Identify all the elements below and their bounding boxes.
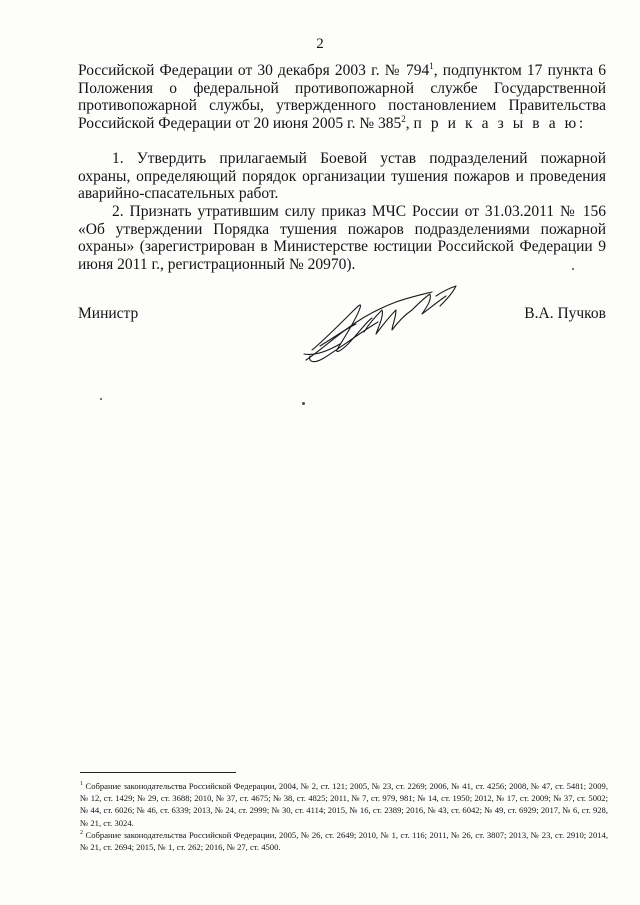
footnote-ref-1: 1 [429,60,434,71]
order-word: п р и к а з ы в а ю: [413,114,586,132]
intro-paragraph [78,62,606,132]
order-item-2: 2. Признать утратившим силу приказ МЧС России от 31.03.2011 № 156 «Об утверждении Порядка тушения пожаров подразделениями пожарной охраны» (зарегистрирован в Министерстве юстиции Российской Федерации 9 июня 2011 г., регистрационный № 20970). [78,203,606,273]
scan-speck [572,268,574,270]
page-number: 2 [316,36,324,52]
footnote-1 [80,780,608,829]
footnote-ref-2: 2 [401,113,406,124]
footnote-2 [80,829,608,853]
scan-speck [302,402,305,405]
footnote-2-text: Собрание законодательства Российской Федерации, 2005, № 26, ст. 2649; 2010, № 1, ст. 116; 2011, № 26, ст. 3807; 2013, № 23, ст. 2910; 2014, № 21, ст. 2694; 2015, № 1, ст. 262; 2016, № 27, ст. 4500. [80,829,608,853]
handwritten-signature [300,272,470,372]
footnote-marker-1: 1 [80,781,83,788]
scan-speck [100,398,102,400]
order-item-1: 1. Утвердить прилагаемый Боевой устав подразделений пожарной охраны, определяющий порядок организации тушения пожаров и проведения аварийно-спасательных работ. [78,150,606,203]
intro-text-c: , [405,114,414,132]
footnotes [80,780,608,853]
footnote-1-text: Собрание законодательства Российской Федерации, 2004, № 2, ст. 121; 2005, № 23, ст. 2269; 2006, № 41, ст. 4256; 2008, № 47, ст. 5481; 2009, № 12, ст. 1429; № 29, ст. 3688; 2010, № 37, ст. 4675; № 38, ст. 4825; 2011, № 7, ст. 979, 981; № 14, ст. 1950; 2012, № 17, ст. 2009; № 37, ст. 5002; № 44, ст. 6026; № 46, ст. 6339; 2013, № 24, ст. 2999; № 30, ст. 4114; 2015, № 16, ст. 2389; 2016, № 43, ст. 6042; № 49, ст. 6929; 2017, № 6, ст. 928, № 21, ст. 3024. [80,781,608,828]
signatory-name: В.А. Пучков [524,305,606,322]
intro-text-b: , подпунктом 17 пункта 6 Положения о федеральной противопожарной службе Государственной противопожарной службы, утвержденного постановлением Правительства Российской Федерации от 20 июня 2005 г. № 385 [78,62,607,132]
intro-text-a: Российской Федерации от 30 декабря 2003 г. № 794 [78,62,430,79]
footnote-marker-2: 2 [80,829,83,836]
signatory-role: Министр [78,305,139,322]
footnote-separator [80,772,236,773]
